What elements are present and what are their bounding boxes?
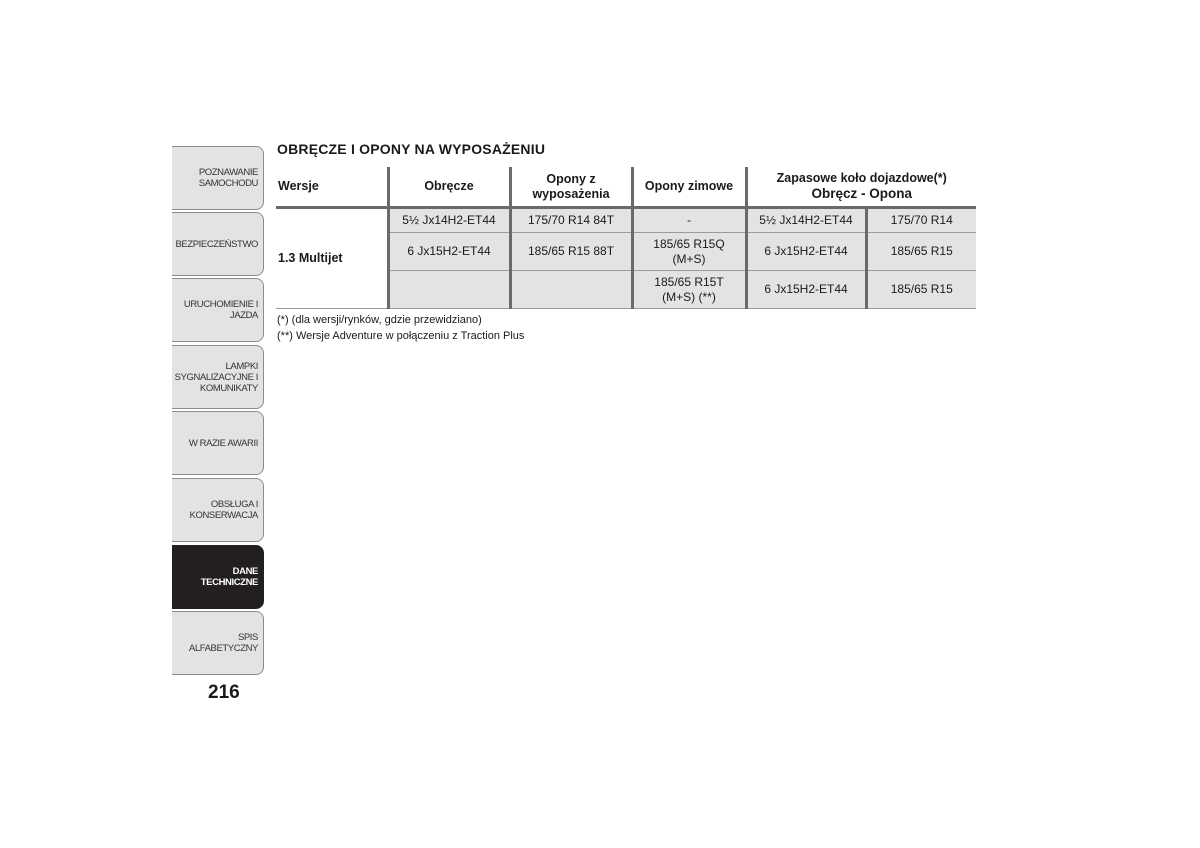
cell-zimowa	[632, 271, 746, 309]
tab-label: DANE TECHNICZNE	[200, 566, 258, 588]
tab-poznawanie-samochodu[interactable]	[172, 146, 264, 210]
footnote: (**) Wersje Adventure w połączeniu z Traction Plus	[277, 330, 525, 342]
tab-label: BEZPIECZEŃSTWO	[175, 238, 258, 250]
tab-lampki-sygnalizacyjne[interactable]	[172, 345, 264, 409]
tab-label: URUCHOMIENIE I JAZDA	[183, 299, 258, 321]
cell-zapas-opona: 175/70 R14	[866, 208, 976, 233]
page-number: 216	[208, 682, 240, 703]
tab-spis-alfabetyczny[interactable]	[172, 611, 264, 675]
header-opony-zimowe: Opony zimowe	[632, 167, 746, 208]
header-line: wyposażenia	[532, 186, 610, 201]
section-title: OBRĘCZE I OPONY NA WYPOSAŻENIU	[277, 141, 546, 157]
cell-zapas-opona: 185/65 R15	[866, 271, 976, 309]
tab-label: SPIS ALFABETYCZNY	[188, 632, 258, 654]
cell-zimowa	[632, 233, 746, 271]
header-wersje: Wersje	[276, 167, 388, 208]
tab-label: OBSŁUGA I KONSERWACJA	[189, 499, 258, 521]
cell-opona: 175/70 R14 84T	[510, 208, 632, 233]
cell-line: (M+S)	[672, 251, 706, 266]
tab-label: POZNAWANIE SAMOCHODU	[198, 167, 258, 189]
cell-line: 185/65 R15T	[654, 274, 724, 289]
cell-zapas-opona: 185/65 R15	[866, 233, 976, 271]
tab-uruchomienie-i-jazda[interactable]	[172, 278, 264, 342]
cell-obrecz: 5½ Jx14H2-ET44	[388, 208, 510, 233]
cell-zimowa: -	[632, 208, 746, 233]
footnotes	[277, 312, 524, 344]
tab-obsluga-i-konserwacja[interactable]	[172, 478, 264, 542]
cell-opona: 185/65 R15 88T	[510, 233, 632, 271]
version-cell: 1.3 Multijet	[276, 208, 388, 309]
header-opony-z-wyposazenia	[510, 167, 632, 208]
header-kolo-zapasowe	[746, 167, 976, 208]
footnote: (*) (dla wersji/rynków, gdzie przewidziano)	[277, 314, 482, 326]
tyres-table	[276, 167, 976, 309]
header-line: Zapasowe koło dojazdowe(*)	[776, 171, 947, 185]
cell-zapas-obrecz: 6 Jx15H2-ET44	[746, 271, 866, 309]
cell-obrecz: 6 Jx15H2-ET44	[388, 233, 510, 271]
cell-opona-empty	[510, 271, 632, 309]
header-obrecze: Obręcze	[388, 167, 510, 208]
cell-line: (M+S) (**)	[662, 289, 716, 304]
cell-line: 185/65 R15Q	[653, 236, 725, 251]
table-row	[276, 208, 976, 233]
tab-dane-techniczne[interactable]	[172, 545, 264, 609]
tab-label: LAMPKI SYGNALIZACYJNE I KOMUNIKATY	[174, 360, 258, 394]
cell-zapas-obrecz: 6 Jx15H2-ET44	[746, 233, 866, 271]
tab-bezpieczenstwo[interactable]	[172, 212, 264, 276]
tab-w-razie-awarii[interactable]	[172, 411, 264, 475]
table-header-row	[276, 167, 976, 208]
header-line: Obręcz - Opona	[811, 186, 912, 201]
cell-obrecz-empty	[388, 271, 510, 309]
tab-label: W RAZIE AWARII	[188, 437, 258, 449]
header-line: Opony z	[546, 171, 596, 186]
cell-zapas-obrecz: 5½ Jx14H2-ET44	[746, 208, 866, 233]
